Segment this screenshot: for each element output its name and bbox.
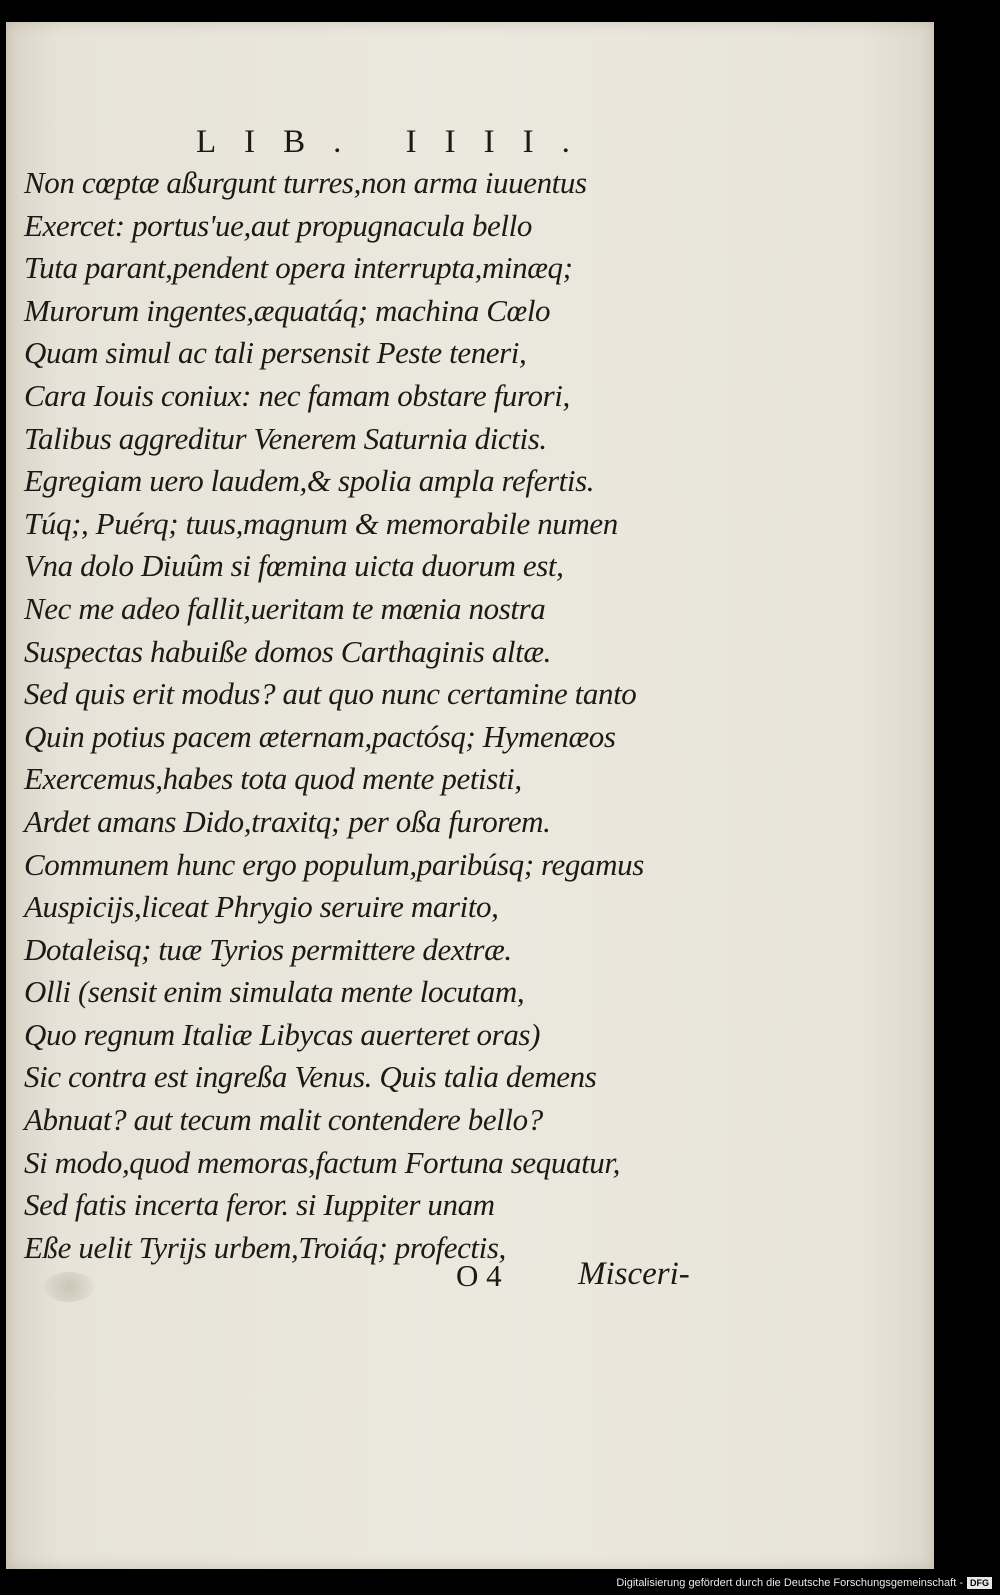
verse-line: Quo regnum Italiæ Libycas auerteret oras) (24, 1016, 541, 1052)
signature-mark: O 4 (456, 1258, 502, 1293)
verse-line: Dotaleisq; tuæ Tyrios permittere dextræ. (24, 931, 512, 967)
verse-line: Sic contra est ingreßa Venus. Quis talia demens (24, 1059, 597, 1095)
verse-line: Abnuat? aut tecum malit contendere bello? (24, 1102, 543, 1138)
verse-line: Communem hunc ergo populum,paribúsq; regamus (24, 846, 644, 882)
verse-line: Tuta parant,pendent opera interrupta,minæq; (24, 250, 573, 286)
verse-line: Sed fatis incerta feror. si Iuppiter unam (24, 1187, 495, 1223)
running-header: LIB. IIII. (196, 124, 598, 160)
catchword: Misceri- (578, 1256, 690, 1292)
digitization-credit (616, 1577, 992, 1589)
verse-line: Auspicijs,liceat Phrygio seruire marito, (24, 889, 499, 925)
verse-line: Cara Iouis coniux: nec famam obstare furori, (24, 377, 570, 413)
credit-text: Digitalisierung gefördert durch die Deutsche Forschungsgemeinschaft - (616, 1577, 963, 1589)
dfg-logo-icon: DFG (967, 1577, 992, 1589)
verse-line: Si modo,quod memoras,factum Fortuna sequatur, (24, 1144, 620, 1180)
verse-line: Exercet: portus'ue,aut propugnacula bello (24, 207, 532, 243)
verse-line: Quam simul ac tali persensit Peste teneri, (24, 335, 527, 371)
verse-line: Ardet amans Dido,traxitq; per oßa furorem. (24, 803, 551, 839)
verse-line: Murorum ingentes,æquatáq; machina Cœlo (24, 292, 551, 328)
paper-stain (44, 1272, 94, 1302)
verse-line: Exercemus,habes tota quod mente petisti, (24, 761, 522, 797)
verse-line: Non cœptæ aßurgunt turres,non arma iuuentus (24, 165, 587, 200)
book-page (6, 22, 934, 1569)
verse-line: Sed quis erit modus? aut quo nunc certamine tanto (24, 676, 637, 712)
verse-line: Eße uelit Tyrijs urbem,Troiáq; profectis, (24, 1229, 506, 1265)
verse-line: Túq;, Puérq; tuus,magnum & memorabile numen (24, 505, 618, 541)
verse-line: Olli (sensit enim simulata mente locutam, (24, 974, 525, 1010)
verse-line: Talibus aggreditur Venerem Saturnia dictis. (24, 420, 547, 456)
verse-block (24, 162, 714, 1269)
verse-line: Nec me adeo fallit,ueritam te mœnia nostra (24, 590, 546, 626)
verse-line: Vna dolo Diuûm si fœmina uicta duorum est, (24, 548, 564, 584)
verse-line: Quin potius pacem æternam,pactósq; Hymenæos (24, 718, 616, 754)
verse-line: Suspectas habuiße domos Carthaginis altæ. (24, 633, 551, 669)
verse-line: Egregiam uero laudem,& spolia ampla refertis. (24, 463, 595, 499)
